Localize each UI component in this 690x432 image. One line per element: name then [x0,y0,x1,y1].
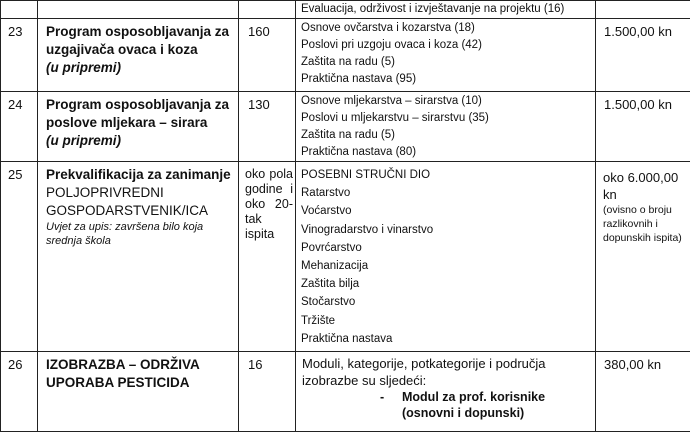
enrollment-condition: Uvjet za upis: završena bilo koja srednja škola [46,220,238,248]
module-item: Praktična nastava [301,330,595,348]
duration: oko pola godine i oko 20-tak ispita [239,162,296,352]
price: 1.500,00 kn [596,92,690,162]
row-number: 25 [1,162,38,352]
price: 380,00 kn [596,352,690,432]
row-number: 26 [1,352,38,432]
duration: 160 [239,19,296,92]
module-item: POSEBNI STRUČNI DIO [301,166,595,184]
module-item: Tržište [301,312,595,330]
module-item: Ratarstvo [301,184,595,202]
module-item: Mehanizacija [301,257,595,275]
modules-cell [296,352,596,432]
bullet-item [296,389,595,421]
program-title-prefix: Prekvalifikacija za zanimanje [46,166,238,184]
table-row-continuation [1,1,690,19]
module-item: Zaštita na radu (5) [301,54,595,71]
program-title-cell [38,352,239,432]
row-number-cell [1,1,38,19]
modules-cell [296,19,596,92]
program-title-cell [38,1,239,19]
table-row-24 [1,92,690,162]
program-status: (u pripremi) [46,132,238,150]
program-title-cell [38,19,239,92]
price-note: (ovisno o broju razlikovnih i dopunskih ispita) [603,203,689,245]
price-cell [596,162,690,352]
module-item: Evaluacija, održivost i izvještavanje na projektu (16) [301,1,595,18]
module-item: Osnove ovčarstva i kozarstva (18) [301,20,595,37]
price: oko 6.000,00 kn [603,169,681,203]
module-item: Zaštita na radu (5) [301,127,595,144]
program-title: IZOBRAZBA – ODRŽIVA UPORABA PESTICIDA [46,356,238,392]
program-title-cell [38,92,239,162]
bullet-text: Modul za prof. korisnike (osnovni i dopunski) [402,389,577,421]
module-item: Poslovi pri uzgoju ovaca i koza (42) [301,37,595,54]
table-row-26 [1,352,690,432]
program-title: POLJOPRIVREDNI GOSPODARSTVENIK/ICA [46,184,238,220]
module-item: Poslovi u mljekarstvu – sirarstvu (35) [301,110,595,127]
module-item: Voćarstvo [301,202,595,220]
modules-intro: Moduli, kategorije, potkategorije i područja izobrazbe su sljedeći: [296,352,595,389]
program-title: Program osposobljavanja za poslove mljekara – sirara [46,96,238,132]
table-row-25 [1,162,690,352]
modules-cell [296,162,596,352]
module-item: Zaštita bilja [301,275,595,293]
program-title: Program osposobljavanja za uzgajivača ovaca i koza [46,23,238,59]
price-cell [596,1,690,19]
module-item: Praktična nastava (80) [301,144,595,161]
modules-cell [296,1,596,19]
program-title-cell [38,162,239,352]
module-item: Osnove mljekarstva – sirarstva (10) [301,93,595,110]
row-number: 24 [1,92,38,162]
duration-cell [239,1,296,19]
module-item: Praktična nastava (95) [301,71,595,88]
bullet-dash: - [380,389,384,405]
module-item: Vinogradarstvo i vinarstvo [301,221,595,239]
program-status: (u pripremi) [46,59,238,77]
price: 1.500,00 kn [596,19,690,92]
module-item: Povrćarstvo [301,239,595,257]
table-row-23 [1,19,690,92]
modules-cell [296,92,596,162]
row-number: 23 [1,19,38,92]
duration: 16 [239,352,296,432]
duration: 130 [239,92,296,162]
module-item: Stočarstvo [301,293,595,311]
